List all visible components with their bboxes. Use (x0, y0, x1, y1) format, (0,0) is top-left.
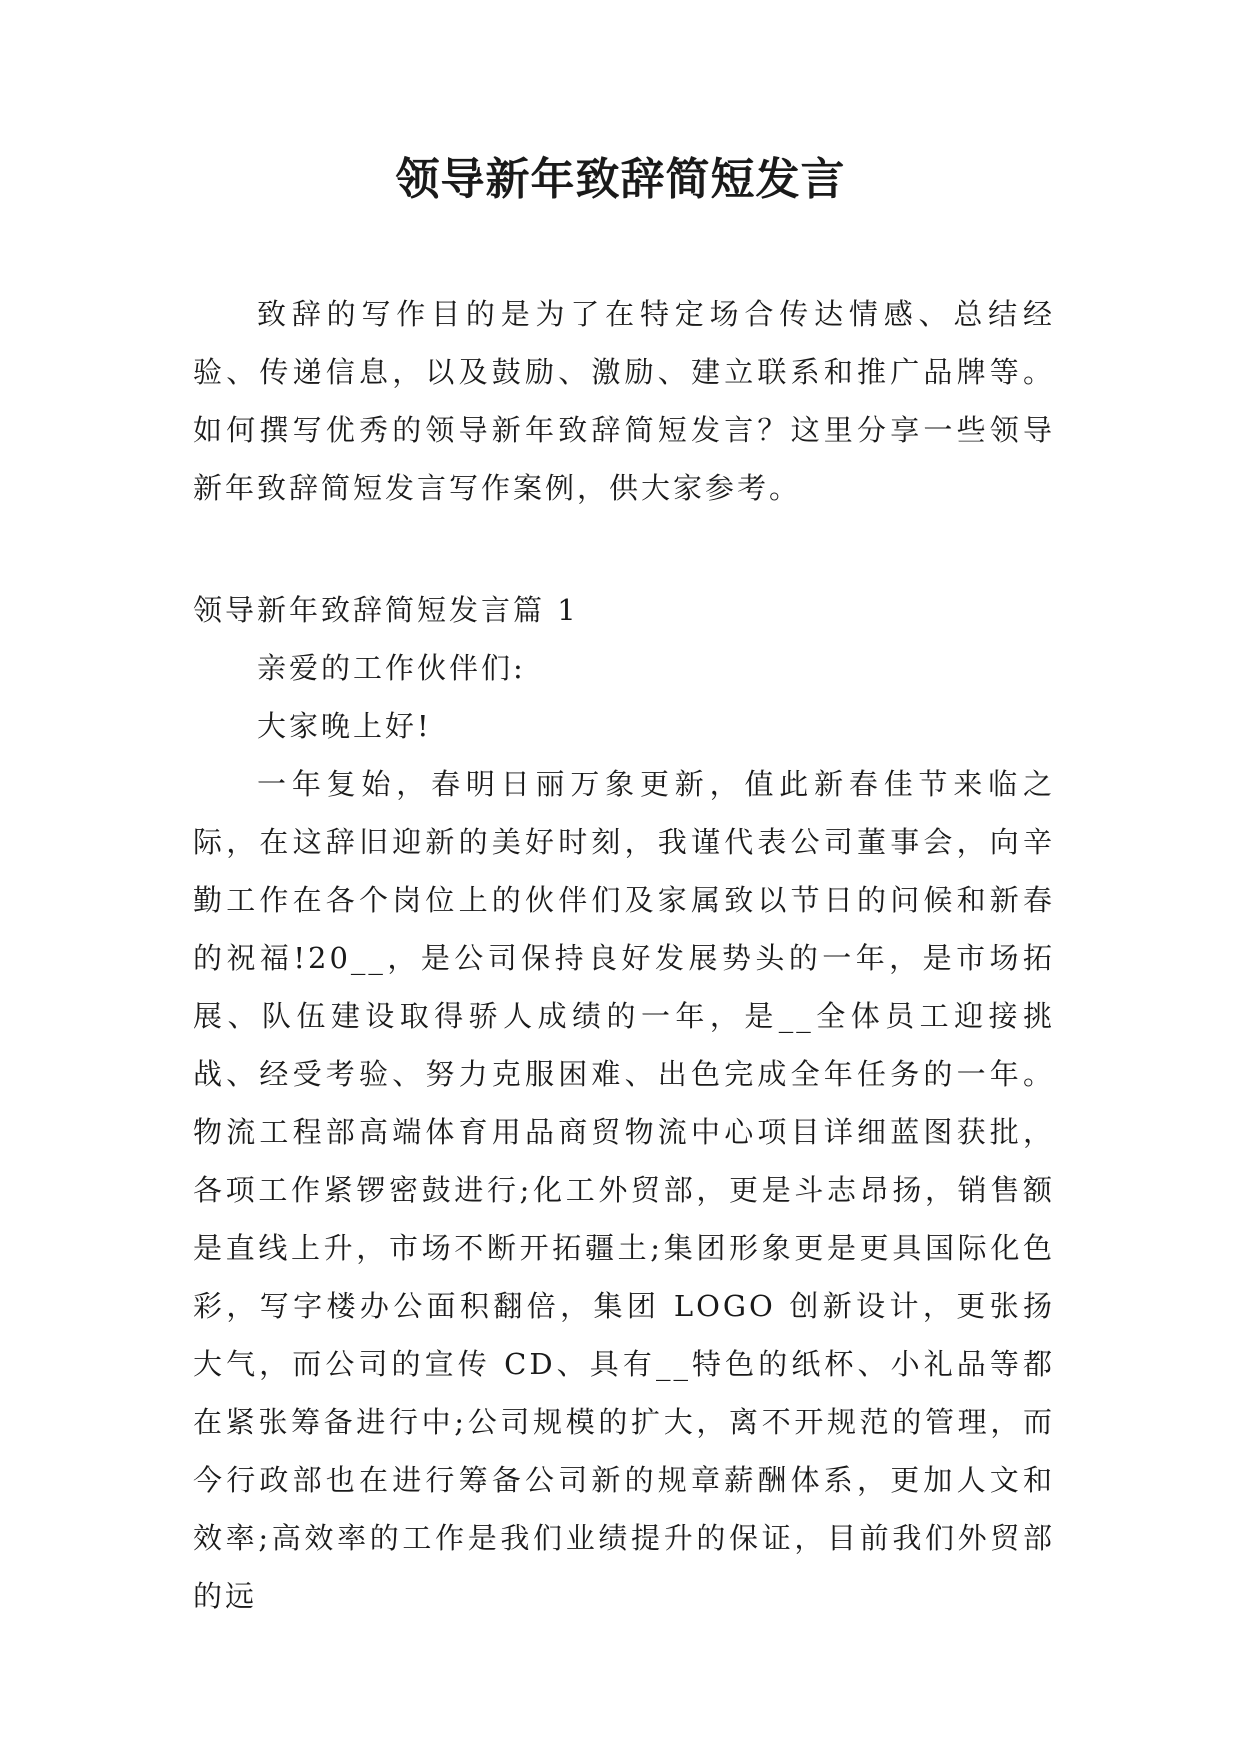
document-title: 领导新年致辞简短发言 (395, 154, 846, 205)
greeting-line: 大家晚上好! (257, 709, 432, 743)
intro-paragraph: 致辞的写作目的是为了在特定场合传达情感、总结经验、传递信息，以及鼓励、激励、建立联系和推广品牌等。如何撰写优秀的领导新年致辞简短发言？这里分享一些领导新年致辞简短发言写作案例，供大家参考。 (193, 297, 1055, 505)
salutation-line: 亲爱的工作伙伴们: (257, 651, 526, 685)
section-heading: 领导新年致辞简短发言篇 1 (193, 593, 579, 627)
main-paragraph: 一年复始，春明日丽万象更新，值此新春佳节来临之际，在这辞旧迎新的美好时刻，我谨代表公司董事会，向辛勤工作在各个岗位上的伙伴们及家属致以节日的问候和新春的祝福!20__，是公司保持良好发展势头的一年，是市场拓展、队伍建设取得骄人成绩的一年，是__全体员工迎接挑战、经受考验、努力克服困难、出色完成全年任务的一年。物流工程部高端体育用品商贸物流中心项目详细蓝图获批，各项工作紧锣密鼓进行;化工外贸部，更是斗志昂扬，销售额是直线上升，市场不断开拓疆土;集团形象更是更具国际化色彩，写字楼办公面积翻倍，集团 LOGO 创新设计，更张扬大气，而公司的宣传 CD、具有__特色的纸杯、小礼品等都在紧张筹备进行中;公司规模的扩大，离不开规范的管理，而今行政部也在进行筹备公司新的规章薪酬体系，更加人文和效率;高效率的工作是我们业绩提升的保证，目前我们外贸部的远 (193, 767, 1055, 1613)
